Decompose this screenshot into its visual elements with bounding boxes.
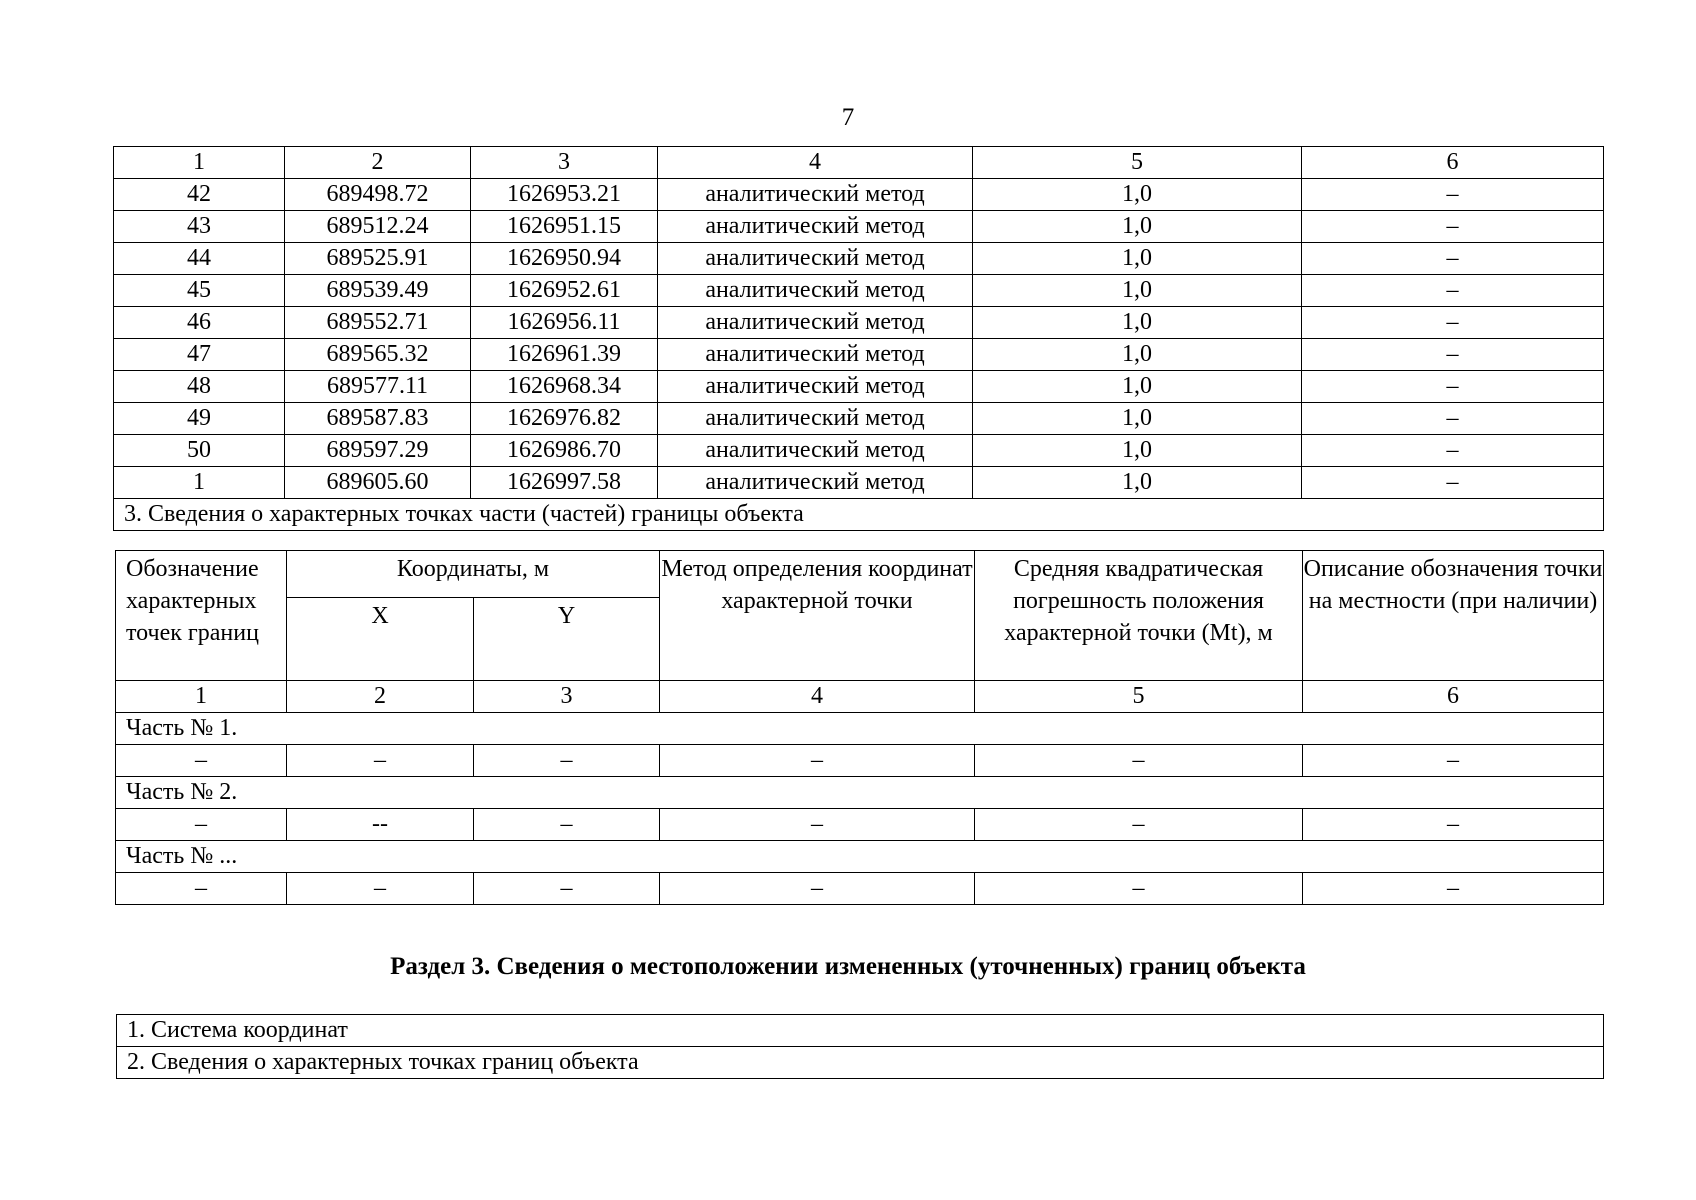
table-cell: 1,0	[973, 211, 1302, 243]
table-cell: 689539.49	[285, 275, 471, 307]
col-header-method: Метод определения координат характерной точки	[660, 551, 975, 681]
section-3-row	[117, 1015, 1604, 1047]
table-cell: 689597.29	[285, 435, 471, 467]
table-cell: 48	[114, 371, 285, 403]
table-cell: 1626968.34	[471, 371, 658, 403]
column-number: 1	[116, 681, 287, 713]
table-cell: –	[1302, 435, 1604, 467]
table-cell: –	[660, 745, 975, 777]
column-numbers-row	[116, 681, 1604, 713]
table-cell: –	[975, 745, 1303, 777]
table-row	[116, 745, 1604, 777]
table-cell: –	[116, 809, 287, 841]
table-cell: –	[1302, 467, 1604, 499]
table-row	[114, 275, 1604, 307]
table-cell: 44	[114, 243, 285, 275]
table-cell: аналитический метод	[658, 339, 973, 371]
table-cell: –	[1302, 243, 1604, 275]
table-cell: 1626951.15	[471, 211, 658, 243]
table-row	[116, 873, 1604, 905]
table-cell: –	[474, 873, 660, 905]
table-cell: аналитический метод	[658, 243, 973, 275]
table-row	[114, 243, 1604, 275]
table-cell: 689605.60	[285, 467, 471, 499]
section-3-title: Раздел 3. Сведения о местоположении измененных (уточненных) границ объекта	[390, 953, 1306, 980]
part-label-row	[116, 713, 1604, 745]
table-cell: 49	[114, 403, 285, 435]
col-header-error: Средняя квадратическая погрешность положения характерной точки (Mt), м	[975, 551, 1303, 681]
table-cell: 1,0	[973, 371, 1302, 403]
table-cell: –	[1302, 403, 1604, 435]
column-number: 6	[1303, 681, 1604, 713]
table-row	[114, 179, 1604, 211]
table-cell: аналитический метод	[658, 435, 973, 467]
table-cell: –	[116, 873, 287, 905]
table-cell: –	[660, 873, 975, 905]
table-cell: --	[287, 809, 474, 841]
column-number: 1	[114, 147, 285, 179]
table-row	[114, 307, 1604, 339]
table-row	[116, 809, 1604, 841]
table-cell: –	[474, 745, 660, 777]
table-cell: 1,0	[973, 403, 1302, 435]
table-cell: –	[1302, 275, 1604, 307]
table-cell: 43	[114, 211, 285, 243]
table-cell: аналитический метод	[658, 179, 973, 211]
table-cell: 46	[114, 307, 285, 339]
table-row	[114, 403, 1604, 435]
col-header-point-designation: Обозначение характерных точек границ	[116, 551, 287, 681]
table-cell: 1,0	[973, 243, 1302, 275]
column-number: 5	[973, 147, 1302, 179]
table-row	[114, 467, 1604, 499]
col-header-x: X	[287, 598, 474, 681]
section-3-table	[116, 1014, 1604, 1079]
section-3-item: 1. Система координат	[117, 1015, 1604, 1047]
table-cell: –	[1303, 745, 1604, 777]
table-cell: 42	[114, 179, 285, 211]
table-cell: 1,0	[973, 339, 1302, 371]
col-header-description: Описание обозначения точки на местности (при наличии)	[1303, 551, 1604, 681]
table-cell: 689587.83	[285, 403, 471, 435]
table-cell: –	[1302, 307, 1604, 339]
parts-table	[115, 550, 1604, 905]
part-label: Часть № 2.	[116, 777, 1604, 809]
table-cell: 45	[114, 275, 285, 307]
table-cell: 1,0	[973, 179, 1302, 211]
table-row	[114, 211, 1604, 243]
part-label: Часть № ...	[116, 841, 1604, 873]
column-numbers-row	[114, 147, 1604, 179]
page-number: 7	[841, 104, 855, 131]
table-cell: –	[975, 873, 1303, 905]
col-header-y: Y	[474, 598, 660, 681]
table-cell: аналитический метод	[658, 403, 973, 435]
table-cell: 1,0	[973, 467, 1302, 499]
table-cell: 689552.71	[285, 307, 471, 339]
table-cell: 1626997.58	[471, 467, 658, 499]
table-cell: аналитический метод	[658, 467, 973, 499]
table-cell: 1,0	[973, 275, 1302, 307]
part-label-row	[116, 841, 1604, 873]
column-number: 4	[658, 147, 973, 179]
coordinates-table	[113, 146, 1604, 531]
table-cell: –	[975, 809, 1303, 841]
table-cell: 1,0	[973, 435, 1302, 467]
table-row	[114, 339, 1604, 371]
table-cell: 1,0	[973, 307, 1302, 339]
table-cell: 1626950.94	[471, 243, 658, 275]
column-number: 3	[474, 681, 660, 713]
table-cell: 689577.11	[285, 371, 471, 403]
table-cell: аналитический метод	[658, 211, 973, 243]
table-cell: –	[474, 809, 660, 841]
col-header-coordinates: Координаты, м	[287, 551, 660, 598]
column-number: 5	[975, 681, 1303, 713]
table-cell: 1626961.39	[471, 339, 658, 371]
table-cell: 1626952.61	[471, 275, 658, 307]
section-caption-row	[114, 499, 1604, 531]
column-number: 4	[660, 681, 975, 713]
part-label: Часть № 1.	[116, 713, 1604, 745]
table-cell: 1626976.82	[471, 403, 658, 435]
table-cell: 1626986.70	[471, 435, 658, 467]
section-caption: 3. Сведения о характерных точках части (частей) границы объекта	[114, 499, 1604, 531]
table-cell: –	[116, 745, 287, 777]
table-cell: –	[1302, 339, 1604, 371]
table-cell: аналитический метод	[658, 275, 973, 307]
table-cell: 689525.91	[285, 243, 471, 275]
part-label-row	[116, 777, 1604, 809]
column-number: 2	[287, 681, 474, 713]
column-number: 3	[471, 147, 658, 179]
table-cell: –	[1302, 371, 1604, 403]
table-cell: 47	[114, 339, 285, 371]
table-cell: 1626956.11	[471, 307, 658, 339]
table-cell: –	[1303, 809, 1604, 841]
table-cell: 689565.32	[285, 339, 471, 371]
table-cell: –	[1302, 211, 1604, 243]
table-cell: 689512.24	[285, 211, 471, 243]
column-number: 2	[285, 147, 471, 179]
column-number: 6	[1302, 147, 1604, 179]
section-3-row	[117, 1047, 1604, 1079]
table-cell: –	[287, 873, 474, 905]
table-cell: 689498.72	[285, 179, 471, 211]
table-cell: –	[1302, 179, 1604, 211]
table-row	[114, 435, 1604, 467]
section-3-item: 2. Сведения о характерных точках границ объекта	[117, 1047, 1604, 1079]
table-cell: 1626953.21	[471, 179, 658, 211]
table-cell: 1	[114, 467, 285, 499]
table-cell: аналитический метод	[658, 371, 973, 403]
table-cell: –	[287, 745, 474, 777]
table-cell: 50	[114, 435, 285, 467]
table-cell: –	[660, 809, 975, 841]
table-cell: –	[1303, 873, 1604, 905]
table-cell: аналитический метод	[658, 307, 973, 339]
table-row	[114, 371, 1604, 403]
